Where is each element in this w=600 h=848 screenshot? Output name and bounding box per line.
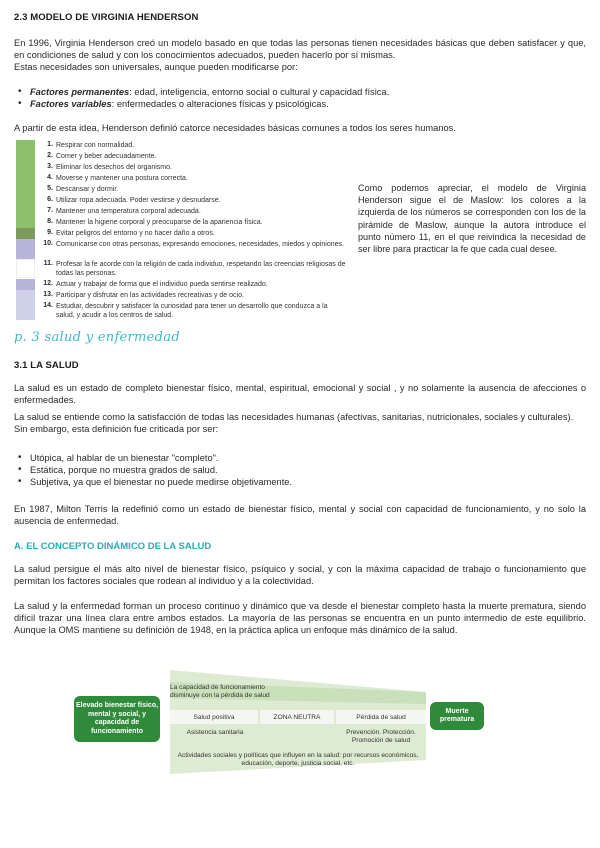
salud-needs-text: La salud se entiende como la satisfacción de todas las necesidades humanas (afectivas, sanitarias, nutricionales, sociales y culturales). Sin embargo, esta definición fue criticada por ser: [14,412,574,435]
table-row [16,162,346,173]
need-number: 8. [47,218,53,225]
need-text: Actuar y trabajar de forma que el individuo pueda sentirse realizado. [56,280,268,288]
need-number: 7. [47,207,53,214]
henderson-intro [14,37,586,74]
list-item: • Factores permanentes: edad, inteligencia, entorno social o cultural y capacidad física. [16,86,576,98]
need-text: Utilizar ropa adecuada. Poder vestirse y desnudarse. [56,197,221,204]
need-number: 6. [47,196,53,203]
need-number: 13. [43,290,53,298]
table-row [16,184,346,195]
list-item: • Estática, porque no muestra grados de salud. [16,464,576,476]
need-color-swatch [16,228,35,239]
capacity-label: La capacidad de funcionamiento disminuye con la pérdida de salud [170,684,270,699]
need-color-swatch [16,184,35,195]
maslow-note: Como podemos apreciar, el modelo de Virginia Henderson sigue el de Maslow: los colores a la izquierda de los números se corresponden con los de la pirámide de Maslow, aunque la autora introduce el punto número 11, en el que reivindica la necesidad de ser libre para practicar la fe que cada cual desee. [358,183,586,255]
section-title-2-3: 2.3 MODELO DE VIRGINIA HENDERSON [14,12,199,23]
table-row [16,259,346,279]
needs-lead: A partir de esta idea, Henderson definió catorce necesidades básicas comunes a todos los seres humanos. [14,123,456,133]
section-title-3-1: 3.1 LA SALUD [14,360,79,371]
criticisms-list [16,452,576,489]
terris-definition: En 1987, Milton Terris la redefinió como un estado de bienestar físico, mental y social con capacidad de funcionamiento, y no solo la ausencia de enfermedad. [14,504,586,527]
need-color-swatch [16,217,35,228]
need-text: Eliminar los desechos del organismo. [56,164,172,171]
section-title-a: A. EL CONCEPTO DINÁMICO DE LA SALUD [14,541,212,552]
need-number: 9. [47,229,53,236]
need-text: Profesar la fe acorde con la religión de cada individuo, respetando las creencias religiosas de todas las personas. [56,260,346,277]
table-row [16,239,346,259]
need-color-swatch [16,239,35,259]
need-text: Moverse y mantener una postura correcta. [56,175,188,182]
need-color-swatch [16,140,35,151]
need-color-swatch [16,162,35,173]
premature-death-box: Muerte prematura [430,702,484,730]
need-number: 11. [43,259,53,267]
table-row [16,217,346,228]
need-text: Participar y disfrutar en las actividades recreativas y de ocio. [56,291,244,299]
list-item: • Subjetiva, ya que el bienestar no puede medirse objetivamente. [16,476,576,488]
dynamic-health-p2: La salud y la enfermedad forman un proceso continuo y dinámico que va desde el bienestar completo hasta la muerte prematura, siendo difícil trazar una línea clara entre ambos estados. La mayoría de las personas se encuentra en un punto intermedio de este equilibrio. Aunque la OMS mantiene su definición de 1948, en la práctica aplica un enfoque más dinámico de la salud. [14,601,586,636]
table-row [16,290,346,301]
table-row [16,279,346,290]
need-text: Comunicarse con otras personas, expresando emociones, necesidades, miedos y opiniones. [56,241,344,248]
segment-neutral-zone: ZONA NEUTRA [260,710,334,724]
need-color-swatch [16,279,35,290]
handwritten-heading: p. 3 salud y enfermedad [14,330,180,345]
salud-definition: La salud es un estado de completo bienestar físico, mental, espiritual, emocional y social , y no solamente la ausencia de afecciones o enfermedades. [14,383,586,406]
need-number: 2. [47,152,53,159]
need-text: Comer y beber adecuadamente. [56,153,157,160]
need-color-swatch [16,173,35,184]
need-color-swatch [16,195,35,206]
need-color-swatch [16,259,35,279]
need-color-swatch [16,206,35,217]
need-number: 3. [47,163,53,170]
wellbeing-box: Elevado bienestar físico, mental y social, y capacidad de funcionamiento [74,696,160,742]
prevention-label: Prevención. Protección. Promoción de salud [346,729,416,744]
need-color-swatch [16,290,35,301]
need-number: 4. [47,174,53,181]
need-number: 10. [43,240,53,247]
intro-text-2: Estas necesidades son universales, aunque pueden modificarse por: [14,62,298,73]
table-row [16,228,346,239]
need-text: Mantener una temperatura corporal adecuada. [56,208,201,215]
dynamic-health-p1: La salud persigue el más alto nivel de bienestar físico, psíquico y social, y con la máxima capacidad de trabajo o funcionamiento que permitan los factores sociales que rodean al individuo y a la colectividad. [14,564,586,587]
table-row [16,151,346,162]
factors-list [16,86,576,110]
need-number: 12. [43,279,53,287]
table-row [16,140,346,151]
health-continuum-diagram [74,668,520,780]
need-text: Mantener la higiene corporal y preocuparse de la apariencia física. [56,219,263,226]
need-number: 1. [47,141,53,148]
table-row [16,195,346,206]
table-row [16,173,346,184]
need-color-swatch [16,301,35,321]
need-number: 5. [47,185,53,192]
healthcare-label: Asistencia sanitaria [186,729,244,736]
list-item: • Factores variables: enfermedades o alteraciones físicas y psicológicas. [16,98,576,110]
table-row [16,301,346,321]
need-text: Descansar y dormir. [56,186,119,193]
segment-positive-health: Salud positiva [170,710,258,724]
intro-text: En 1996, Virginia Henderson creó un modelo basado en que todas las personas tienen necesidades básicas que deben satisfacer y que, en condiciones de salud y con los conocimientos adecuados, pueden hacerlo por sí mismas. [14,38,586,61]
need-text: Respirar con normalidad. [56,142,135,149]
need-number: 14. [43,301,53,309]
needs-table [16,140,346,321]
social-activities-label: Actividades sociales y políticas que influyen en la salud: por recursos económicos, educación, deporte, justicia social, etc. [177,752,419,767]
list-item: • Utópica, al hablar de un bienestar "completo". [16,452,576,464]
table-row [16,206,346,217]
need-text: Evitar peligros del entorno y no hacer daño a otros. [56,230,215,237]
need-color-swatch [16,151,35,162]
need-text: Estudiar, descubrir y satisfacer la curiosidad para tener un desarrollo que conduzca a la salud, y acudir a los centros de salud. [56,302,328,319]
segment-health-loss: Pérdida de salud [336,710,426,724]
